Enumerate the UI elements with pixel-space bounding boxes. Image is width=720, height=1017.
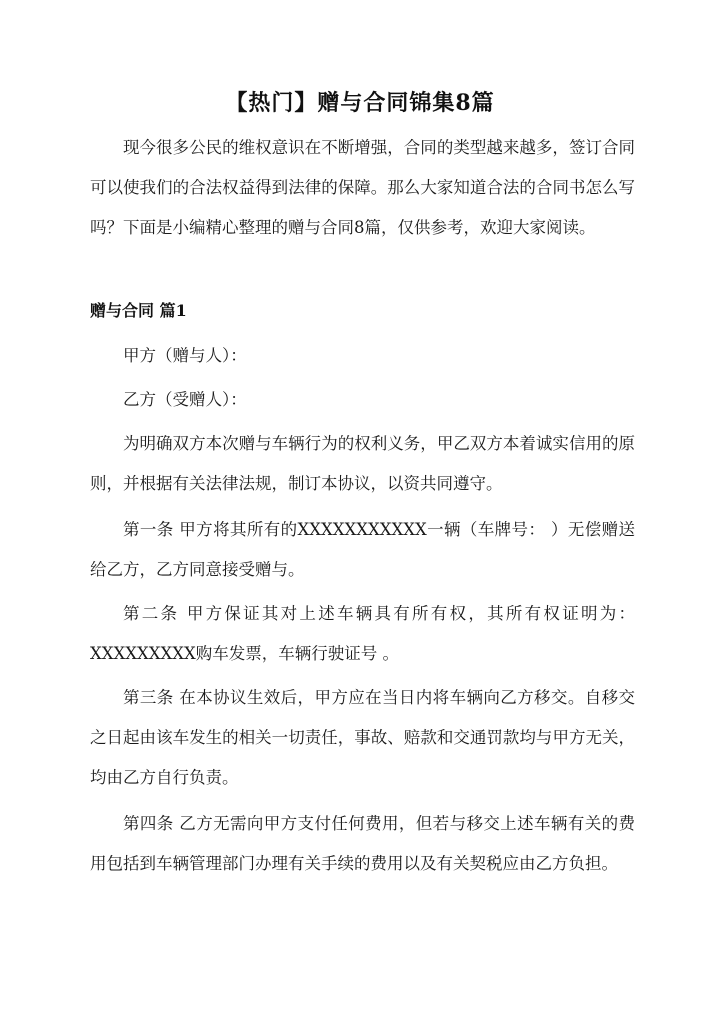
section-heading: 赠与合同 篇1: [90, 301, 187, 320]
article-4-paragraph: 第四条 乙方无需向甲方支付任何费用，但若与移交上述车辆有关的费用包括到车辆管理部门办理有关手续的费用以及有关契税应由乙方负担。: [90, 814, 635, 873]
article-2-paragraph: 第二条 甲方保证其对上述车辆具有所有权，其所有权证明为：XXXXXXXXX购车发票，车辆行驶证号 。: [90, 604, 635, 663]
preamble-paragraph: 为明确双方本次赠与车辆行为的权利义务，甲乙双方本着诚实信用的原则，并根据有关法律法规，制订本协议，以资共同遵守。: [90, 434, 635, 493]
article-1-paragraph: 第一条 甲方将其所有的XXXXXXXXXXX一辆（车牌号： ）无偿赠送给乙方，乙方同意接受赠与。: [90, 520, 635, 579]
intro-paragraph: 现今很多公民的维权意识在不断增强，合同的类型越来越多，签订合同可以使我们的合法权益得到法律的保障。那么大家知道合法的合同书怎么写吗？下面是小编精心整理的赠与合同8篇，仅供参考，欢迎大家阅读。: [90, 138, 635, 237]
document-title: 【热门】赠与合同锦集8篇: [225, 90, 495, 116]
article-3-paragraph: 第三条 在本协议生效后，甲方应在当日内将车辆向乙方移交。自移交之日起由该车发生的相关一切责任，事故、赔款和交通罚款均与甲方无关，均由乙方自行负责。: [90, 688, 635, 787]
party-b-line: 乙方（受赠人）：: [123, 390, 247, 409]
party-a-line: 甲方（赠与人）：: [123, 346, 247, 365]
